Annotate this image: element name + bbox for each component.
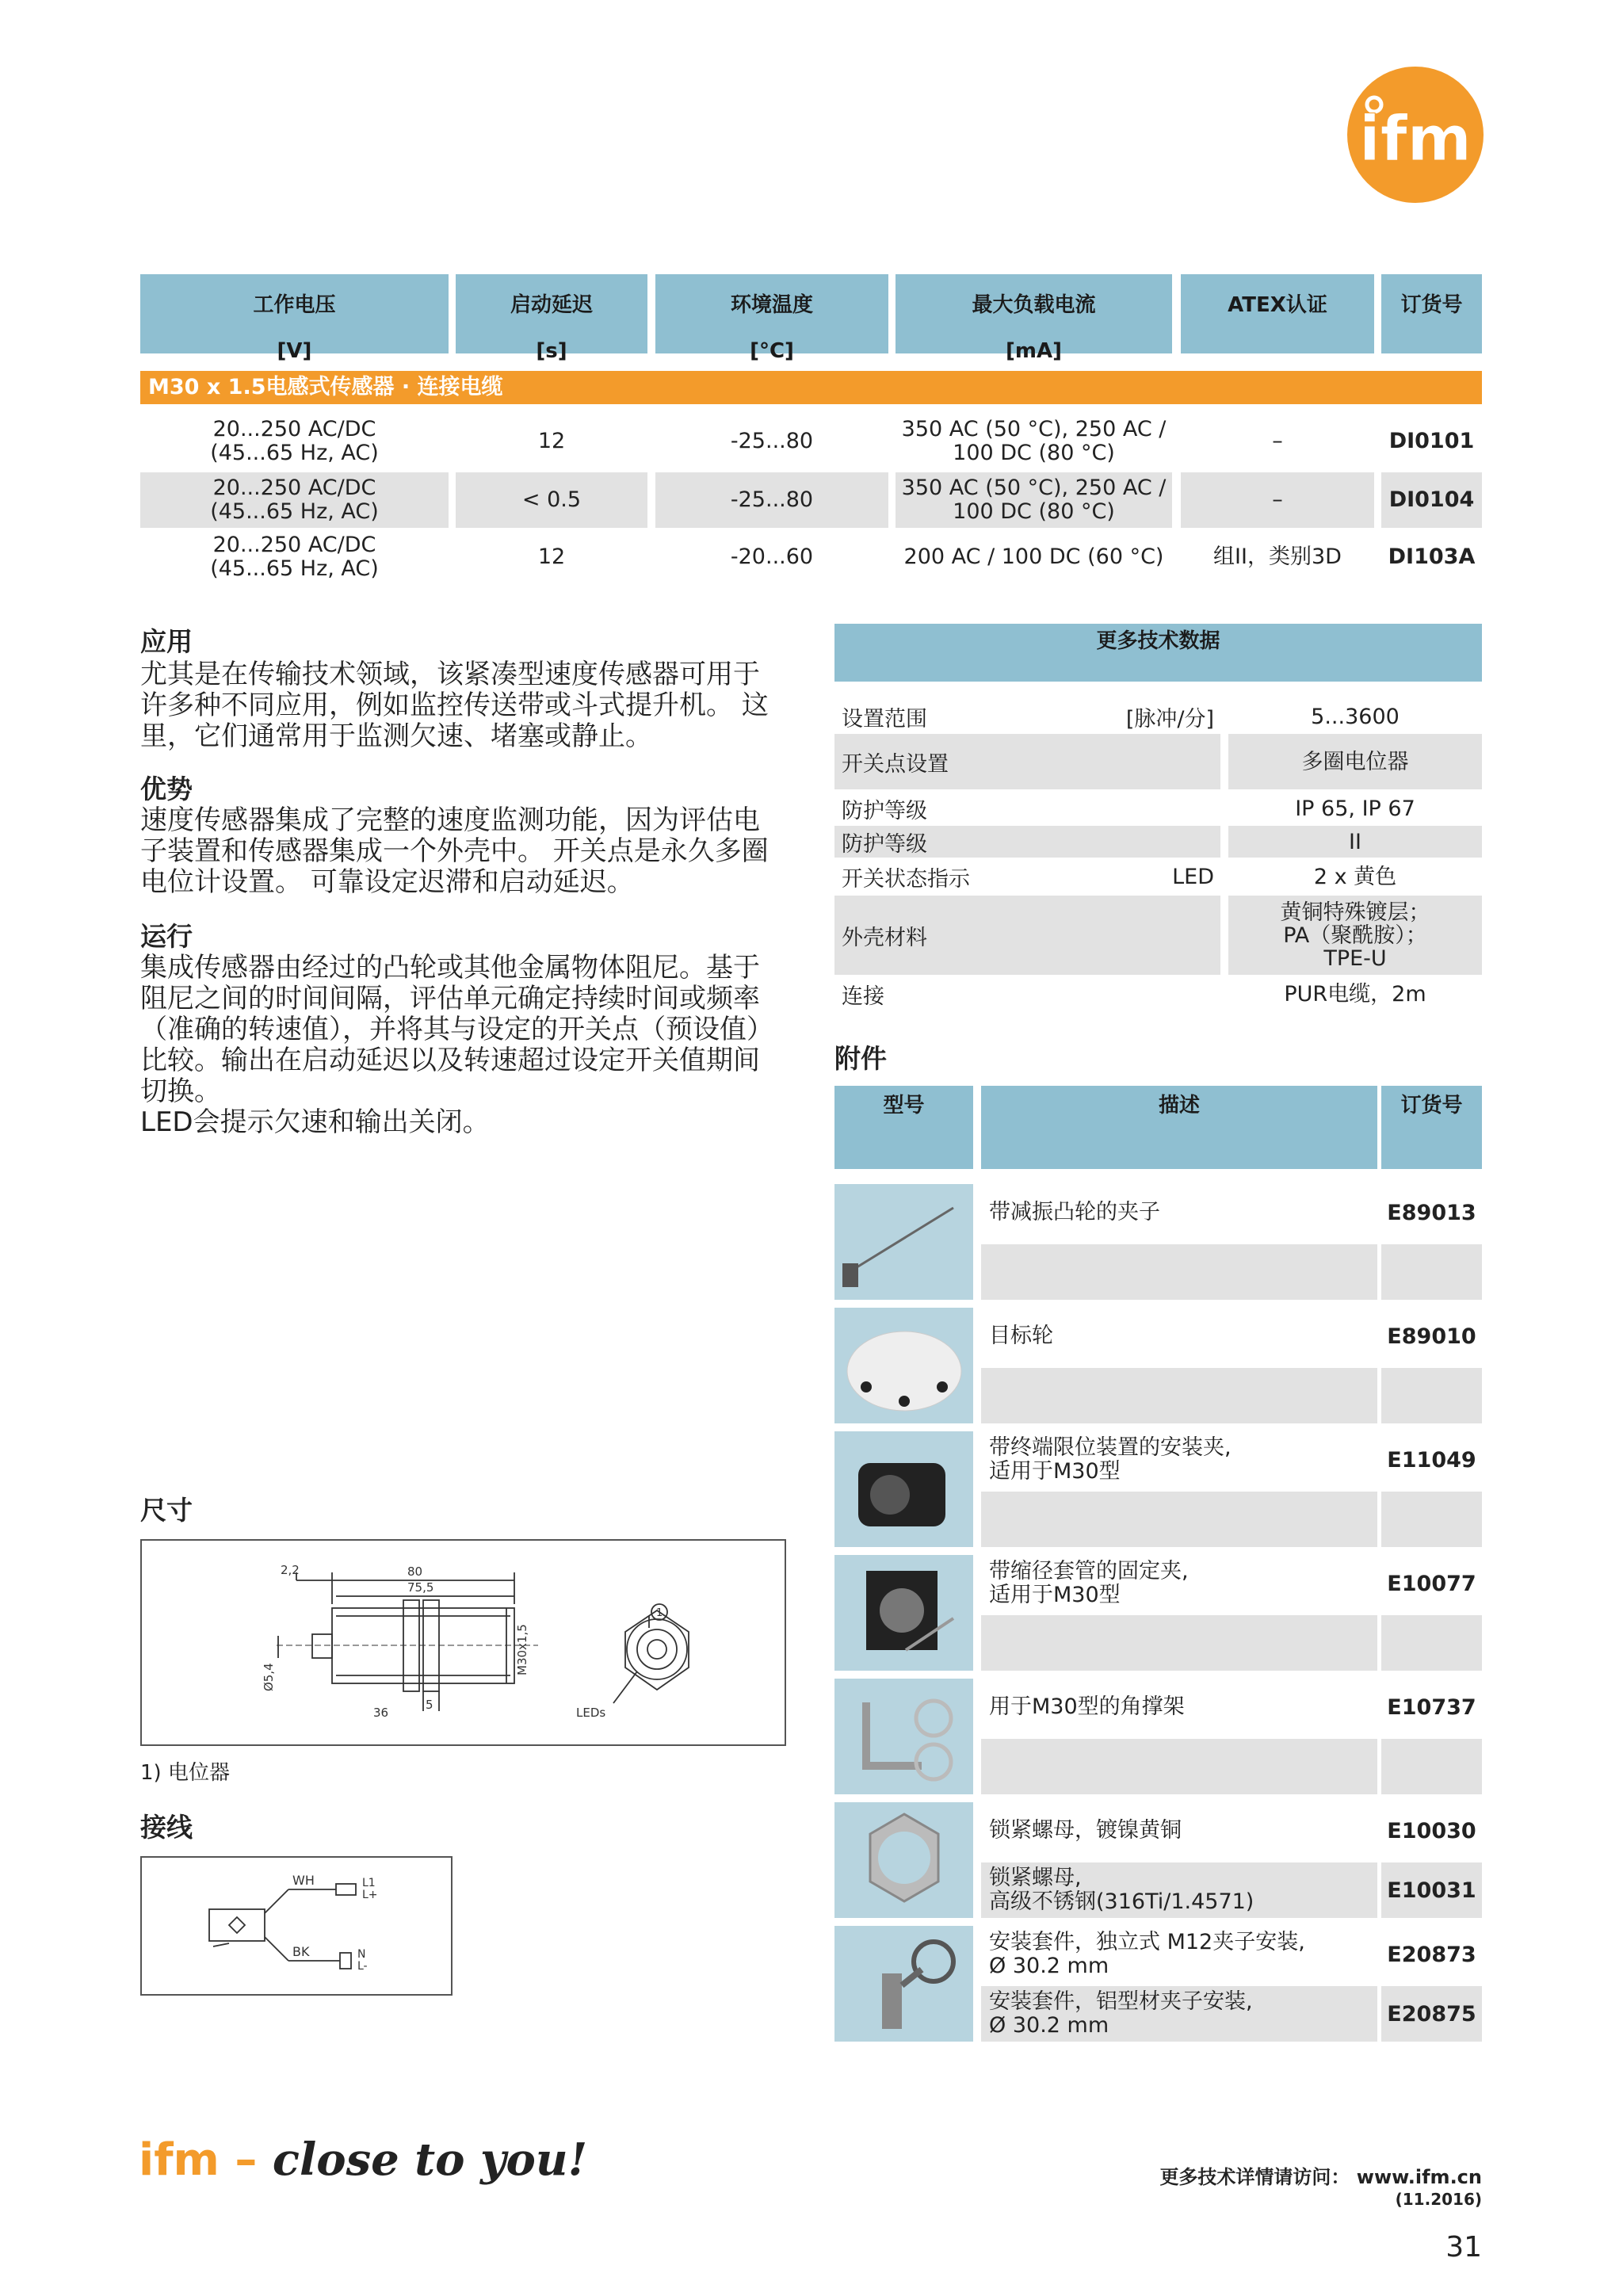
footer-tagline: close to you! <box>272 2134 588 2186</box>
dim-label-2-2: 2,2 <box>281 1563 300 1577</box>
tech-label: 外壳材料 <box>842 925 927 950</box>
advantages-text: 速度传感器集成了完整的速度监测功能，因为评估电 子装置和传感器集成一个外壳中。 开关点是永久多圈 电位计设置。 可靠设定迟滞和启动延迟。 <box>140 804 769 898</box>
col-header-voltage: 工作电压 [V] <box>140 274 449 353</box>
current: 350 AC (50 °C), 250 AC / <box>901 417 1167 441</box>
dim-label-80: 80 <box>407 1564 423 1579</box>
tech-value: PUR电缆，2m <box>1284 981 1426 1007</box>
dim-label-36: 36 <box>373 1706 389 1720</box>
accessory-order: E10030 <box>1387 1818 1476 1843</box>
accessory-desc: 带缩径套管的固定夹, 适用于M30型 <box>989 1559 1189 1607</box>
dimensions-title: 尺寸 <box>140 1495 193 1526</box>
voltage: 20...250 AC/DC <box>212 476 376 500</box>
dimension-note: 1) 电位器 <box>140 1761 230 1785</box>
accessory-order: E20873 <box>1387 1942 1476 1967</box>
terminal-lminus: L- <box>357 1960 368 1973</box>
col-header-delay: 启动延迟 [s] <box>456 274 647 353</box>
current: 200 AC / 100 DC (60 °C) <box>903 544 1164 569</box>
ifm-logo <box>1346 65 1485 204</box>
accessory-image-clamp <box>834 1184 973 1300</box>
application-title: 应用 <box>140 626 193 657</box>
tech-label: 防护等级 <box>842 798 927 823</box>
current-dc: 100 DC (80 °C) <box>953 441 1115 465</box>
accessory-desc: 带终端限位装置的安装夹, 适用于M30型 <box>989 1435 1232 1484</box>
order-number: DI103A <box>1388 544 1476 569</box>
terminal-lplus: L+ <box>362 1889 378 1901</box>
col-header-order: 订货号 <box>1381 274 1482 353</box>
wire-wh: WH <box>292 1873 315 1888</box>
footer-date: (11.2016) <box>1395 2190 1482 2209</box>
temperature: -25...80 <box>730 429 814 453</box>
tech-value: 2 x 黄色 <box>1313 864 1397 889</box>
application-text: 尤其是在传输技术领域，该紧凑型速度传感器可用于 许多种不同应用，例如监控传送带或斗式提升机。 这 里，它们通常用于监测欠速、堵塞或静止。 <box>140 659 769 752</box>
footer-brand: ifm – <box>139 2134 273 2186</box>
wire-bk: BK <box>292 1944 310 1959</box>
ifm-logo-graphic <box>1346 65 1485 204</box>
dim-label-5-4: Ø5,4 <box>262 1663 276 1691</box>
page-number: 31 <box>1445 2231 1482 2264</box>
dim-label-5: 5 <box>426 1698 433 1712</box>
atex: – <box>1272 429 1283 453</box>
col-header-current: 最大负载电流 [mA] <box>896 274 1172 353</box>
acc-header-order: 订货号 <box>1381 1086 1482 1169</box>
voltage-freq: (45...65 Hz, AC) <box>210 441 379 465</box>
sensor-dimension-svg <box>142 1541 785 1744</box>
col-header-temp: 环境温度 [°C] <box>655 274 888 353</box>
accessory-image-mounting-clamp <box>834 1431 973 1547</box>
footer-info: 更多技术详情请访问： www.ifm.cn <box>1159 2166 1482 2188</box>
voltage-freq: (45...65 Hz, AC) <box>210 556 379 581</box>
voltage: 20...250 AC/DC <box>212 417 376 441</box>
accessory-order: E20875 <box>1381 1986 1482 2042</box>
leds-label: LEDs <box>576 1706 606 1720</box>
tech-value: 黄铜特殊镀层； PA（聚酰胺）； TPE-U <box>1228 896 1482 975</box>
wiring-svg <box>142 1858 451 1994</box>
accessory-order: E89013 <box>1387 1200 1476 1225</box>
accessory-order: E10031 <box>1381 1862 1482 1918</box>
dim-label-75-5: 75,5 <box>407 1580 434 1595</box>
voltage-freq: (45...65 Hz, AC) <box>210 499 379 524</box>
tech-unit: LED <box>1172 864 1214 889</box>
tech-unit: [脉冲/分] <box>1125 706 1214 732</box>
atex: 组II，类别3D <box>1213 544 1342 569</box>
order-number: DI0104 <box>1381 472 1482 528</box>
order-number: DI0101 <box>1388 429 1475 453</box>
accessory-image-angle-bracket <box>834 1679 973 1794</box>
tech-value: II <box>1228 826 1482 858</box>
temperature: -25...80 <box>655 472 888 528</box>
tech-label: 开关点设置 <box>842 751 949 777</box>
table-section-bar: M30 x 1.5电感式传感器 · 连接电缆 <box>140 371 1482 404</box>
accessory-desc: 安装套件，独立式 M12夹子安装, Ø 30.2 mm <box>989 1930 1305 1978</box>
tech-label: 防护等级 <box>842 831 927 857</box>
accessory-image-lock-nut <box>834 1802 973 1918</box>
accessory-image-mounting-kit <box>834 1926 973 2042</box>
tech-label: 设置范围 <box>842 706 927 732</box>
delay: < 0.5 <box>456 472 647 528</box>
temperature: -20...60 <box>730 544 814 569</box>
advantages-title: 优势 <box>140 774 193 804</box>
accessory-desc: 用于M30型的角撑架 <box>989 1694 1185 1719</box>
accessory-desc: 锁紧螺母, 高级不锈钢(316Ti/1.4571) <box>981 1862 1377 1918</box>
delay: 12 <box>537 544 566 569</box>
tech-label: 开关状态指示 <box>842 866 970 892</box>
accessory-image-target-wheel <box>834 1308 973 1423</box>
accessories-title: 附件 <box>834 1043 887 1074</box>
tech-label: 连接 <box>842 984 884 1009</box>
acc-header-desc: 描述 <box>981 1086 1377 1169</box>
current-dc: 100 DC (80 °C) <box>953 499 1115 524</box>
accessory-order: E11049 <box>1387 1447 1476 1473</box>
accessory-order: E10737 <box>1387 1694 1476 1720</box>
callout-label: 1 <box>656 1607 663 1619</box>
accessory-order: E89010 <box>1387 1324 1476 1349</box>
col-header-atex: ATEX认证 <box>1181 274 1374 353</box>
terminal-n: N <box>357 1948 366 1961</box>
delay: 12 <box>537 429 566 453</box>
wiring-diagram <box>140 1856 453 1996</box>
accessory-desc: 锁紧螺母，镀镍黄铜 <box>989 1818 1182 1843</box>
tech-value: IP 65, IP 67 <box>1295 796 1415 821</box>
accessory-desc: 带减振凸轮的夹子 <box>989 1200 1160 1224</box>
current: 350 AC (50 °C), 250 AC / <box>901 476 1167 500</box>
acc-header-type: 型号 <box>834 1086 973 1169</box>
thread-label: M30x1,5 <box>515 1624 529 1675</box>
accessory-order: E10077 <box>1387 1571 1476 1596</box>
wiring-title: 接线 <box>140 1812 193 1843</box>
voltage: 20...250 AC/DC <box>212 533 376 557</box>
tech-data-header: 更多技术数据 <box>834 624 1482 682</box>
operation-title: 运行 <box>140 921 193 952</box>
logo-text: ifm <box>1359 104 1472 175</box>
footer-slogan <box>139 2134 587 2186</box>
tech-value: 多圈电位器 <box>1228 734 1482 789</box>
tech-value: 5...3600 <box>1311 704 1400 729</box>
operation-text: 集成传感器由经过的凸轮或其他金属物体阻尼。基于 阻尼之间的时间间隔，评估单元确定持续时间或频率 （准确的转速值），并将其与设定的开关点（预设值） 比较。输出在启动延迟以及转速超过设定开关值期间 切换。 LED会提示欠速和输出关闭。 <box>140 952 773 1138</box>
atex: – <box>1181 472 1374 528</box>
accessory-image-fixing-clamp <box>834 1555 973 1671</box>
accessory-desc: 安装套件，铝型材夹子安装, Ø 30.2 mm <box>981 1986 1377 2042</box>
terminal-l1: L1 <box>362 1877 376 1889</box>
accessory-desc: 目标轮 <box>989 1324 1053 1348</box>
dimension-drawing <box>140 1539 786 1746</box>
